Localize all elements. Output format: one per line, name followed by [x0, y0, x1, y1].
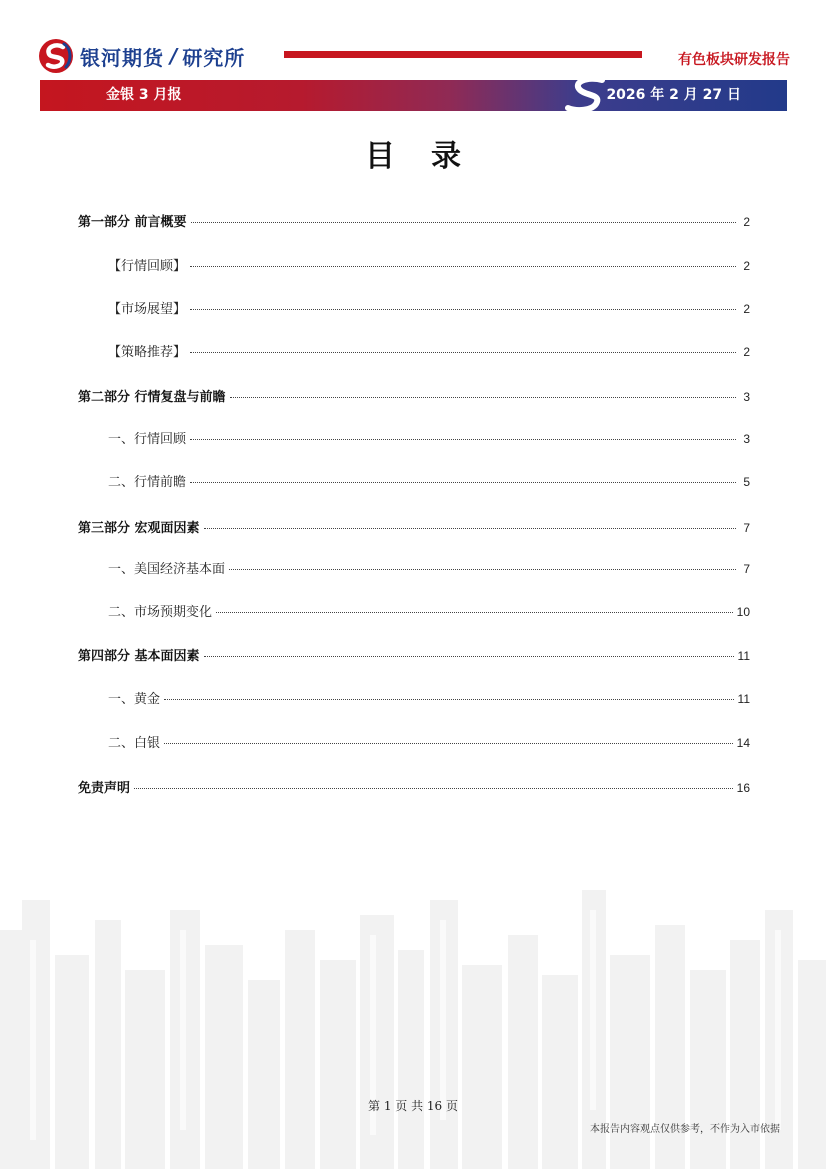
toc-entry-label: 【策略推荐】	[108, 345, 187, 360]
toc-dot-leader	[164, 699, 734, 700]
toc-entry-page: 7	[743, 521, 750, 535]
toc-entry-label: 第二部分 行情复盘与前瞻	[78, 390, 226, 405]
banner-report-title: 金银 3 月报	[106, 87, 182, 103]
brand-company: 银河期货	[80, 45, 164, 70]
toc-dot-leader	[230, 397, 736, 398]
toc-entry-page: 2	[743, 259, 750, 273]
toc-dot-leader	[204, 528, 736, 529]
brand-name	[80, 40, 245, 72]
galaxy-futures-logo-icon	[38, 38, 74, 74]
toc-dot-leader	[216, 612, 733, 613]
toc-entry-page: 11	[737, 649, 750, 663]
toc-entry[interactable]	[78, 645, 750, 664]
toc-entry-label: 【行情回顾】	[108, 259, 187, 274]
toc-entry[interactable]	[78, 732, 750, 751]
toc-entry[interactable]	[78, 428, 750, 447]
toc-entry[interactable]	[78, 688, 750, 707]
toc-entry-label: 一、美国经济基本面	[108, 562, 226, 577]
toc-entry-page: 2	[743, 215, 750, 229]
header-red-rule	[284, 51, 642, 58]
banner-date: 2026 年 2 月 27 日	[606, 87, 741, 103]
toc-dot-leader	[164, 743, 733, 744]
toc-entry[interactable]	[78, 517, 750, 536]
report-type: 有色板块研发报告	[678, 52, 790, 68]
toc-entry-page: 7	[743, 562, 750, 576]
toc-entry[interactable]	[78, 558, 750, 577]
toc-dot-leader	[190, 266, 736, 267]
toc-entry-label: 免责声明	[78, 781, 131, 796]
toc-dot-leader	[190, 352, 736, 353]
toc-entry-page: 10	[736, 605, 750, 619]
toc-entry-page: 2	[743, 345, 750, 359]
toc-entry-label: 第三部分 宏观面因素	[78, 521, 200, 536]
toc-dot-leader	[134, 788, 733, 789]
toc-entry-label: 二、白银	[108, 736, 161, 751]
toc-entry-page: 14	[736, 736, 750, 750]
toc-dot-leader	[204, 656, 734, 657]
toc-entry-label: 【市场展望】	[108, 302, 187, 317]
toc-entry[interactable]	[78, 471, 750, 490]
toc-title: 目录	[365, 139, 497, 174]
toc-entry-page: 3	[743, 432, 750, 446]
toc-dot-leader	[190, 482, 736, 483]
toc-entry-label: 二、市场预期变化	[108, 605, 213, 620]
toc-entry-label: 第四部分 基本面因素	[78, 649, 200, 664]
brand-slash: /	[170, 44, 179, 68]
toc-entry[interactable]	[78, 341, 750, 360]
toc-entry-label: 二、行情前瞻	[108, 475, 187, 490]
toc-entry[interactable]	[78, 777, 750, 796]
toc-entry-label: 一、黄金	[108, 692, 161, 707]
toc-entry[interactable]	[78, 298, 750, 317]
toc-dot-leader	[229, 569, 736, 570]
toc-entry-page: 16	[736, 781, 750, 795]
toc-dot-leader	[191, 222, 736, 223]
title-banner	[40, 80, 787, 111]
footer-disclaimer: 本报告内容观点仅供参考，不作为入市依据	[590, 1124, 780, 1135]
page-number: 第 1 页 共 16 页	[368, 1099, 458, 1113]
toc-entry-page: 2	[743, 302, 750, 316]
toc-dot-leader	[190, 439, 736, 440]
toc-entry[interactable]	[78, 255, 750, 274]
toc-entry-page: 5	[743, 475, 750, 489]
toc-entry-label: 一、行情回顾	[108, 432, 187, 447]
brand-department: 研究所	[182, 45, 246, 70]
toc-dot-leader	[190, 309, 736, 310]
toc-entry[interactable]	[78, 601, 750, 620]
toc-entry[interactable]	[78, 386, 750, 405]
toc-entry-page: 11	[737, 692, 750, 706]
toc-entry-label: 第一部分 前言概要	[78, 215, 187, 230]
toc-entry-page: 3	[743, 390, 750, 404]
toc-entry[interactable]	[78, 211, 750, 230]
